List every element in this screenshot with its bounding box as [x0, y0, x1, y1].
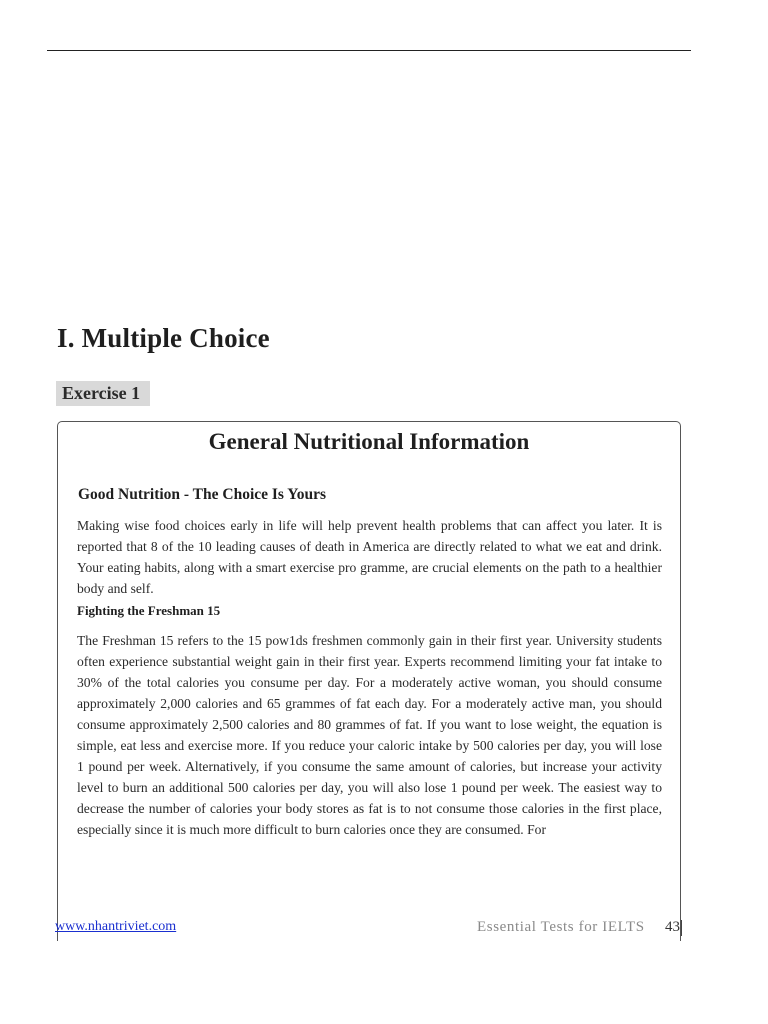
footer-book-title: Essential Tests for IELTS	[477, 919, 645, 935]
passage-paragraph-2: The Freshman 15 refers to the 15 pow1ds freshmen commonly gain in their first year. University students often experience substantial weight gain in their first year. Experts recommend limiting your fat intake to 30% of the total calories you consume per day. For a moderately active woman, you should consume approximately 2,000 calories and 65 grammes of fat each day. For a moderately active man, you should consume approximately 2,500 calories and 80 grammes of fat. If you want to lose weight, the equation is simple, eat less and exercise more. If you reduce your caloric intake by 500 calories per day, you will lose 1 pound per week. Alternatively, if you consume the same amount of calories, but increase your activity level to burn an additional 500 calories per day, you will also lose 1 pound per week. The easiest way to decrease the number of calories your body stores as fat is to not consume those calories in the first place, especially since it is much more difficult to burn calories once they are consumed. For	[77, 633, 662, 837]
passage-paragraph-1: Making wise food choices early in life will help prevent health problems that can affect you later. It is reported that 8 of the 10 leading causes of death in America are directly related to what we eat and drink. Your eating habits, along with a smart exercise pro gramme, are crucial elements on the path to a healthier body and self.	[77, 518, 662, 596]
passage-title: General Nutritional Information	[208, 429, 530, 454]
section-heading: I. Multiple Choice	[57, 323, 270, 353]
passage-subheading: Good Nutrition - The Choice Is Yours	[78, 486, 327, 503]
footer-website-link[interactable]: www.nhantriviet.com	[55, 919, 177, 934]
exercise-label: Exercise 1	[56, 381, 150, 406]
header-rule	[47, 50, 691, 51]
passage-box	[57, 421, 681, 941]
page-number: 43	[665, 919, 680, 935]
page-edge-mark	[681, 920, 682, 936]
passage-minor-heading: Fighting the Freshman 15	[77, 603, 221, 618]
